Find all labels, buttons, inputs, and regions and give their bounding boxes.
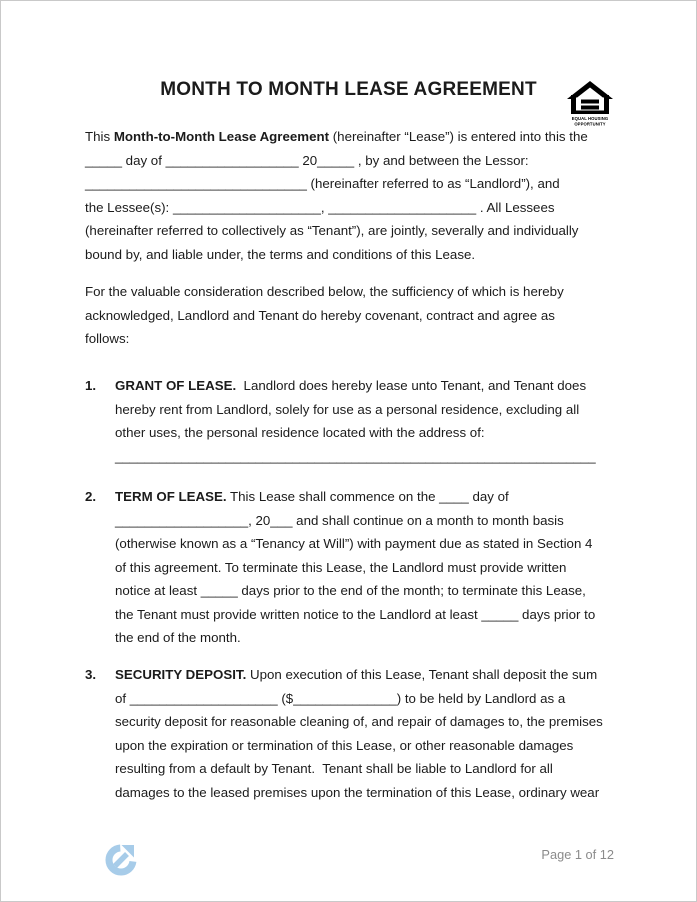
- text-segment: resulting from a default by Tenant. Tenant shall be liable to Landlord for all: [115, 761, 553, 776]
- section-heading: GRANT OF LEASE.: [115, 378, 237, 393]
- text-segment: damages to the leased premises upon the termination of this Lease, ordinary wear: [115, 784, 600, 800]
- document-line: [115, 734, 655, 758]
- document-line: [85, 149, 625, 173]
- section-term-of-lease: [85, 485, 655, 650]
- text-segment: the Lessee(s): ____________________, ____________________ . All Lessees: [85, 199, 555, 215]
- section-security-deposit: [85, 663, 655, 804]
- section-number: 1.: [85, 378, 97, 393]
- section-heading: TERM OF LEASE.: [115, 489, 227, 504]
- document-line: [115, 398, 655, 422]
- text-segment: (hereinafter “Lease”) is entered into this the: [329, 129, 588, 144]
- document-line: [115, 687, 655, 711]
- text-segment: of this agreement. To terminate this Lease, the Landlord must provide written: [115, 559, 567, 575]
- text-segment: other uses, the personal residence located with the address of:: [115, 425, 485, 440]
- section-grant-of-lease: [85, 374, 655, 468]
- eho-caption-line1: EQUAL HOUSING: [571, 116, 609, 121]
- document-line: [115, 603, 655, 627]
- text-segment: the end of the month.: [115, 630, 241, 645]
- page-title: MONTH TO MONTH LEASE AGREEMENT: [160, 79, 537, 100]
- text-segment: Landlord does hereby lease unto Tenant, and Tenant does: [236, 378, 587, 393]
- document-line: [115, 579, 655, 603]
- page-number-label: Page 1 of 12: [541, 847, 614, 862]
- text-segment: _________________________________________________________________: [115, 448, 596, 464]
- text-segment: the Tenant must provide written notice to the Landlord at least _____ days prior to: [115, 606, 596, 622]
- text-segment: __________________, 20___ and shall continue on a month to month basis: [115, 512, 564, 528]
- text-segment: notice at least _____ days prior to the end of the month; to terminate this Lease,: [115, 583, 586, 598]
- consideration-paragraph: [85, 280, 625, 351]
- text-segment: (otherwise known as a “Tenancy at Will”) with payment due as stated in Section 4: [115, 536, 593, 551]
- text-segment: follows:: [85, 331, 130, 346]
- text-segment: acknowledged, Landlord and Tenant do hereby covenant, contract and agree as: [85, 307, 555, 323]
- document-line: [115, 663, 655, 687]
- document-line: [115, 556, 655, 580]
- text-segment: This: [85, 129, 114, 144]
- document-line: [85, 172, 625, 196]
- document-line: [85, 125, 625, 149]
- document-line: [85, 196, 625, 220]
- text-segment: of ____________________ ($______________) to be held by Landlord as a: [115, 690, 566, 706]
- address-blank-line: [115, 445, 655, 469]
- document-line: [85, 304, 625, 328]
- text-segment: ______________________________ (hereinafter referred to as “Landlord”), and: [85, 176, 560, 191]
- document-line: [115, 532, 655, 556]
- document-line: [115, 626, 655, 650]
- document-line: [115, 421, 655, 445]
- document-line: [115, 485, 655, 509]
- document-line: [115, 710, 655, 734]
- equal-housing-opportunity-icon: [567, 81, 613, 127]
- document-line: [85, 219, 625, 243]
- document-line: [85, 327, 625, 351]
- document-line: [115, 509, 655, 533]
- document-line: [115, 757, 655, 781]
- text-segment: Upon execution of this Lease, Tenant shall deposit the sum: [246, 667, 598, 682]
- text-segment: security deposit for reasonable cleaning of, and repair of damages to, the premises: [115, 714, 603, 729]
- text-segment: hereby rent from Landlord, solely for use as a personal residence, excluding all: [115, 401, 580, 417]
- text-segment-bold: Month-to-Month Lease Agreement: [113, 129, 330, 144]
- document-line: [115, 374, 655, 398]
- document-line: [85, 243, 625, 267]
- document-line: [115, 781, 655, 805]
- section-heading: SECURITY DEPOSIT.: [115, 667, 247, 682]
- eho-caption-line2: OPPORTUNITY: [574, 121, 606, 127]
- section-number: 3.: [85, 667, 97, 682]
- text-segment: upon the expiration or termination of this Lease, or other reasonable damages: [115, 737, 574, 753]
- text-segment: _____ day of __________________ 20_____ , by and between the Lessor:: [85, 152, 529, 168]
- text-segment: This Lease shall commence on the ____ day of: [226, 489, 509, 504]
- text-segment: bound by, and liable under, the terms and conditions of this Lease.: [85, 246, 476, 262]
- text-segment: (hereinafter referred to collectively as “Tenant”), are jointly, severally and individually: [85, 223, 579, 238]
- text-segment: For the valuable consideration described below, the sufficiency of which is hereby: [85, 284, 564, 299]
- section-number: 2.: [85, 489, 97, 504]
- intro-paragraph: [85, 125, 625, 266]
- document-line: [85, 280, 625, 304]
